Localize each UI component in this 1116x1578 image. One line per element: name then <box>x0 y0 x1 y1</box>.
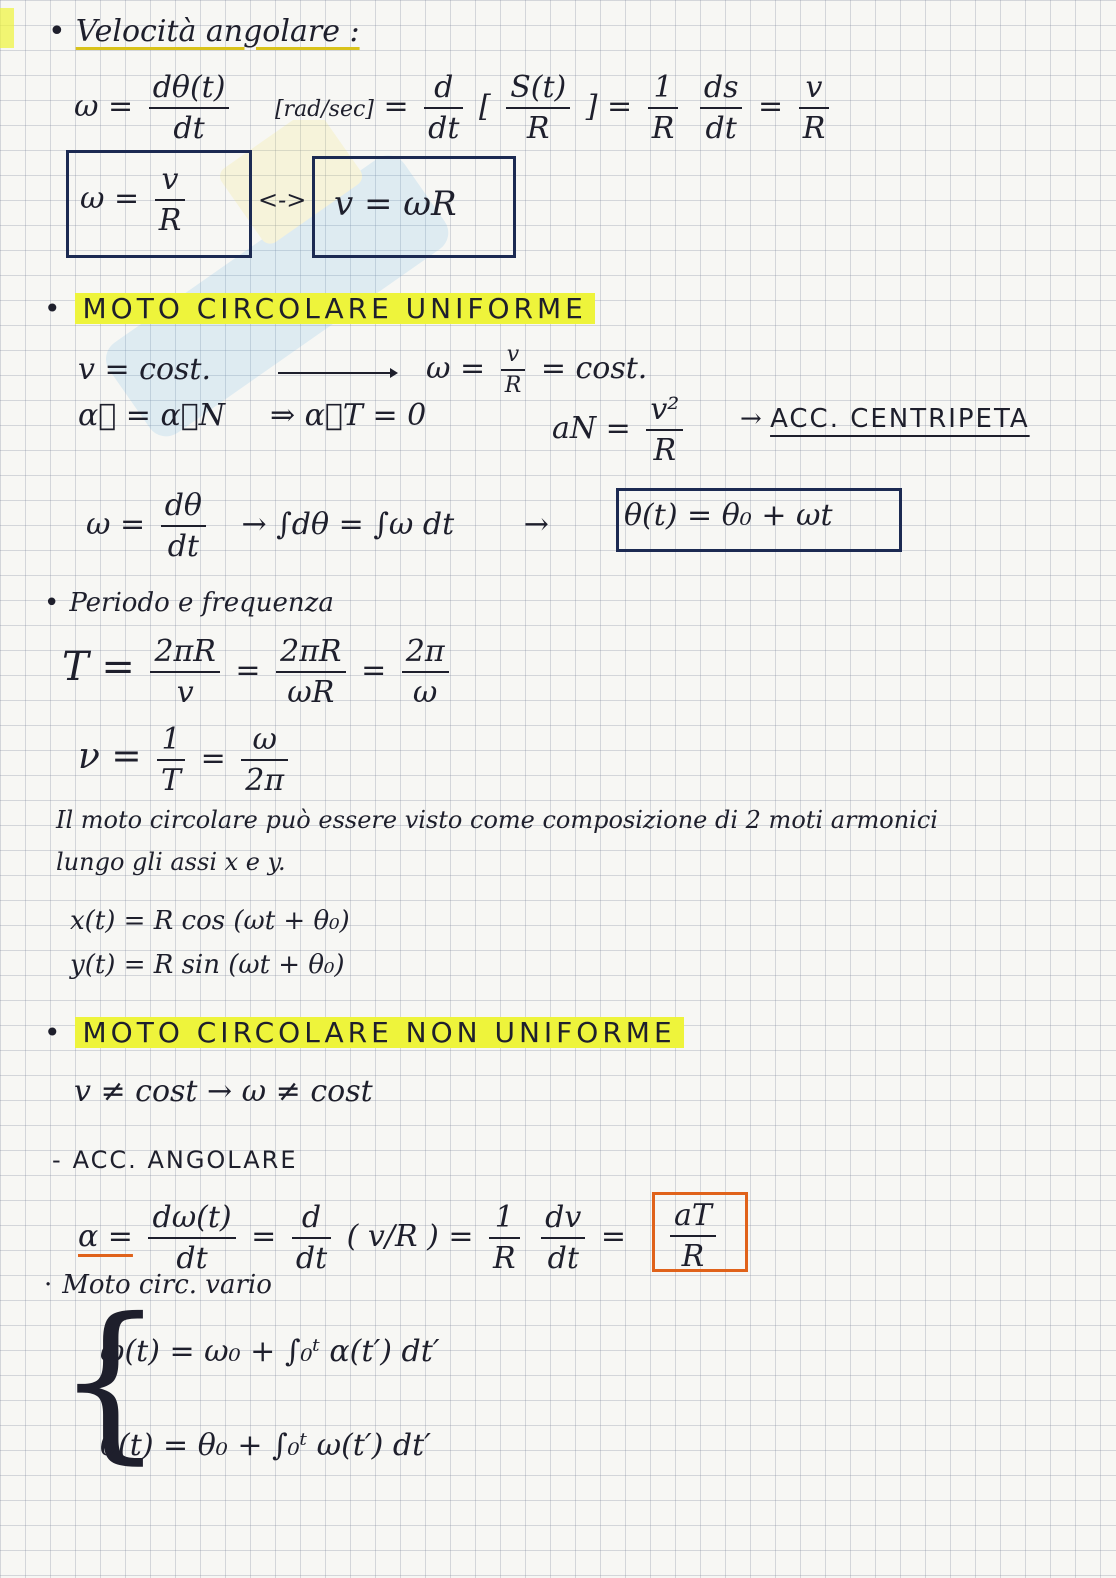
heading-moto-circolare-uniforme: • MOTO CIRCOLARE UNIFORME <box>44 292 595 325</box>
fraction: $\frac{d\theta(t)}{dt}$ <box>149 70 230 146</box>
omega-definition: ω = $\frac{d\theta(t)}{dt}$ [rad/sec] = $\frac{d}{dt}$ [ $\frac{S(t)}{R}$ ] = $\frac{1}{R}$ $\frac{ds}{dt}$ = $\frac{v}{R}$ <box>74 70 835 146</box>
theta-of-t-integral: θ(t) = θ₀ + ∫₀ᵗ ω(t′) dt′ <box>100 1428 431 1463</box>
bullet-icon: - <box>52 1146 63 1174</box>
equivalence-arrow: <-> <box>258 186 307 214</box>
non-constant-velocity: v ≠ cost → ω ≠ cost <box>74 1074 373 1109</box>
composition-text-line2: lungo gli assi x e y. <box>56 848 286 876</box>
tangential-zero: ⇒ α⃗T = 0 <box>270 398 427 433</box>
composition-text-line1: Il moto circolare può essere visto come composizione di 2 moti armonici <box>56 806 938 834</box>
acceleration-normal: α⃗ = α⃗N <box>78 398 225 433</box>
highlighter-mark <box>0 8 14 48</box>
acc-centripeta-label: → ACC. CENTRIPETA <box>740 404 1030 434</box>
theta-integration: ω = $\frac{d\theta}{dt}$ → ∫dθ = ∫ω dt → <box>86 488 549 564</box>
bullet-icon: • <box>44 588 60 618</box>
heading-velocita-angolare: • Velocità angolare : <box>48 14 360 49</box>
subheading-acc-angolare: - ACC. ANGOLARE <box>52 1146 298 1174</box>
omega-of-t-integral: ω(t) = ω₀ + ∫₀ᵗ α(t′) dt′ <box>100 1334 440 1369</box>
heading-periodo-frequenza: • Periodo e frequenza <box>44 588 334 618</box>
theta-law: θ(t) = θ₀ + ωt <box>624 498 833 533</box>
system-brace: { <box>56 1282 165 1480</box>
frequency-formula: ν = $\frac{1}{T}$ = $\frac{\omega}{2\pi}$ <box>78 722 294 798</box>
x-component: x(t) = R cos (ωt + θ₀) <box>70 906 350 936</box>
long-arrow-icon <box>278 366 398 380</box>
omega-v-over-r: ω = $\frac{v}{R}$ <box>80 162 191 238</box>
bullet-icon: • <box>44 1016 65 1049</box>
bullet-icon: · <box>44 1270 53 1300</box>
v-constant: v = cost. <box>78 352 212 387</box>
tangential-over-r: $\frac{aT}{R}$ <box>664 1198 722 1274</box>
subheading-moto-circ-vario: · Moto circ. vario <box>44 1270 272 1300</box>
angular-acceleration: α = $\frac{d\omega(t)}{dt}$ = $\frac{d}{dt}$ ( v/R ) = $\frac{1}{R}$ $\frac{dv}{dt}$ = <box>78 1200 627 1276</box>
bullet-icon: • <box>48 14 66 49</box>
centripetal-formula: aN = $\frac{\text{v²}}{R}$ <box>552 392 689 468</box>
v-equals-omega-r: v = ωR <box>334 184 457 224</box>
bullet-icon: • <box>44 292 65 325</box>
period-formula: T = $\frac{2\pi R}{v}$ = $\frac{2\pi R}{\omega R}$ = $\frac{2\pi}{\omega}$ <box>62 634 455 710</box>
omega-constant: ω = $\frac{v}{R}$ = cost. <box>426 342 648 398</box>
heading-moto-circolare-non-uniforme: • MOTO CIRCOLARE NON UNIFORME <box>44 1016 684 1049</box>
y-component: y(t) = R sin (ωt + θ₀) <box>70 950 345 980</box>
